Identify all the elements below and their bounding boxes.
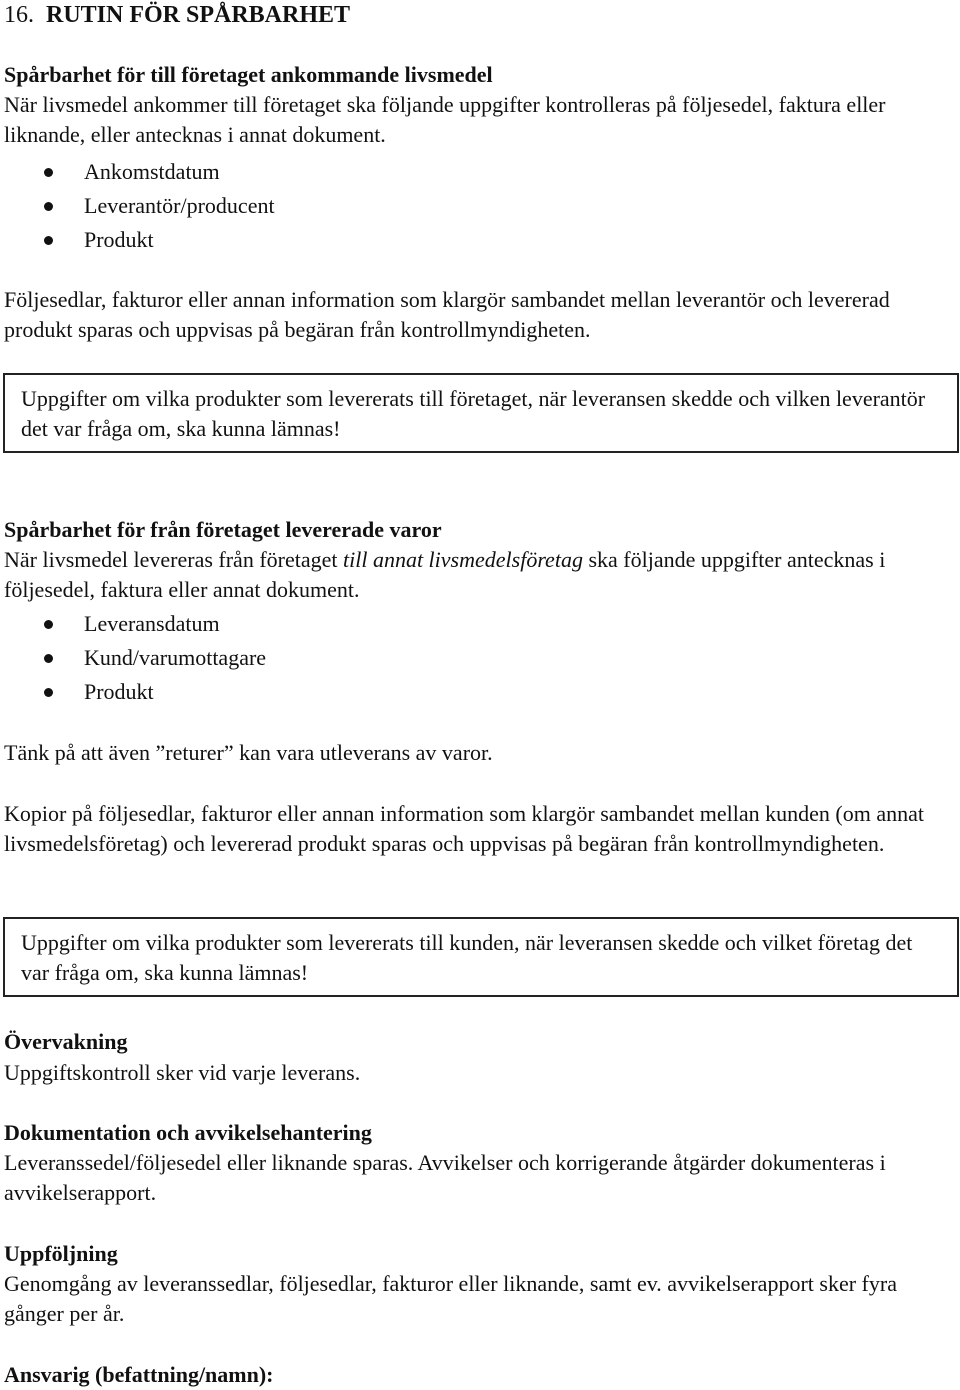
list-item: Produkt [4, 223, 952, 257]
section2-notice-text: Uppgifter om vilka produkter som levererats till kunden, när leveransen skedde och vilket företag det var fråga om, ska kunna lämnas! [21, 930, 913, 985]
monitoring-text: Uppgiftskontroll sker vid varje leverans. [4, 1060, 361, 1085]
section1-bullet-list [4, 155, 952, 257]
section-title: RUTIN FÖR SPÅRBARHET [46, 2, 351, 28]
documentation-text: Leveranssedel/följesedel eller liknande sparas. Avvikelser och korrigerande åtgärder dokumenteras i avvikelserapport. [4, 1150, 886, 1205]
section1-intro: När livsmedel ankommer till företaget ska följande uppgifter kontrolleras på följesedel, faktura eller liknande, eller antecknas i annat dokument. [4, 92, 886, 147]
documentation-heading: Dokumentation och avvikelsehantering [4, 1120, 372, 1145]
emphasis-text: till annat livsmedelsföretag [343, 547, 583, 572]
section2-paragraph: Kopior på följesedlar, fakturor eller annan information som klargör sambandet mellan kunden (om annat livsmedelsföretag) och levererad produkt sparas och uppvisas på begäran från kontrollmyndigheten. [4, 801, 924, 856]
page-title [4, 0, 952, 30]
followup-heading: Uppföljning [4, 1241, 118, 1266]
section2-notice-box [3, 917, 959, 997]
section2-note: Tänk på att även ”returer” kan vara utleverans av varor. [4, 740, 493, 765]
section1-heading: Spårbarhet för till företaget ankommande livsmedel [4, 62, 493, 87]
responsible-heading: Ansvarig (befattning/namn): [4, 1362, 274, 1387]
bullet-icon [44, 202, 53, 211]
bullet-icon [44, 620, 53, 629]
monitoring-heading: Övervakning [4, 1029, 128, 1054]
section2-intro: När livsmedel levereras från företaget till annat livsmedelsföretag ska följande uppgifter antecknas i följesedel, faktura eller annat dokument. [4, 547, 886, 602]
list-item: Leveransdatum [4, 607, 952, 641]
list-item: Kund/varumottagare [4, 641, 952, 675]
list-item: Leverantör/producent [4, 189, 952, 223]
section2-heading: Spårbarhet för från företaget levererade varor [4, 517, 442, 542]
bullet-icon [44, 236, 53, 245]
section2-bullet-list [4, 607, 952, 709]
section1-notice-box [3, 373, 959, 453]
list-item: Ankomstdatum [4, 155, 952, 189]
section1-paragraph: Följesedlar, fakturor eller annan information som klargör sambandet mellan leverantör och levererad produkt sparas och uppvisas på begäran från kontrollmyndigheten. [4, 287, 890, 342]
section-number: 16. [4, 2, 34, 28]
bullet-icon [44, 654, 53, 663]
bullet-icon [44, 168, 53, 177]
section1-notice-text: Uppgifter om vilka produkter som levererats till företaget, när leveransen skedde och vilken leverantör det var fråga om, ska kunna lämnas! [21, 386, 926, 441]
followup-text: Genomgång av leveranssedlar, följesedlar, fakturor eller liknande, samt ev. avvikelserapport sker fyra gånger per år. [4, 1271, 897, 1326]
list-item: Produkt [4, 675, 952, 709]
bullet-icon [44, 688, 53, 697]
